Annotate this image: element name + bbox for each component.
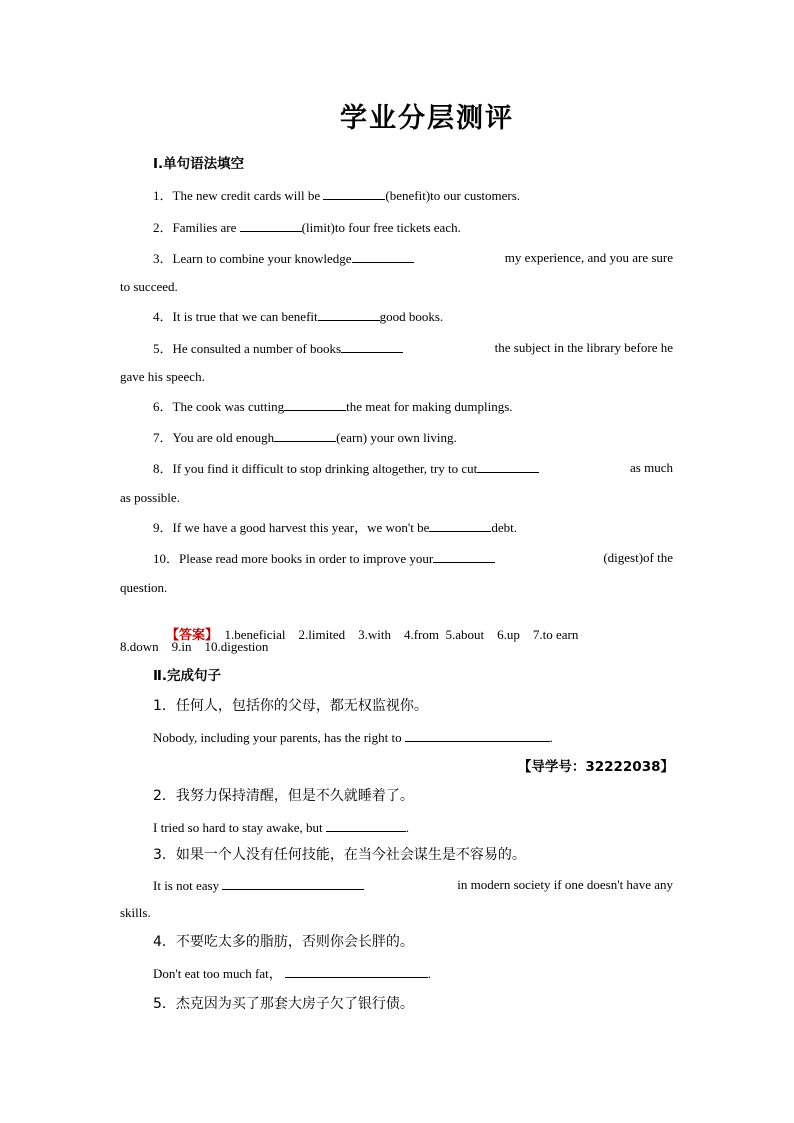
s2-q1-period: .: [549, 730, 553, 745]
s2-q3-continuation: skills.: [120, 905, 151, 920]
question-10: [153, 549, 673, 568]
question-8: [153, 459, 673, 478]
section-2-heading: Ⅱ.完成句子: [153, 668, 222, 684]
q5-text-b: the subject in the library before he: [494, 340, 673, 355]
q9-text-a: If we have a good harvest this year，we won't be: [172, 520, 430, 535]
q2-text-a: Families are: [172, 220, 240, 235]
question-4: [153, 307, 443, 326]
q4-blank: [318, 307, 380, 321]
s2-q1-text: Nobody, including your parents, has the right to: [153, 730, 402, 745]
q3-text-a: Learn to combine your knowledge: [172, 251, 352, 266]
s2-q4-chinese: 4．不要吃太多的脂肪，否则你会长胖的。: [153, 934, 414, 950]
answer-label: 【答案】: [166, 628, 219, 643]
q4-number: 4．: [153, 309, 173, 324]
q7-blank: [274, 428, 336, 442]
q10-text-a: Please read more books in order to improve your: [179, 551, 434, 566]
question-9: [153, 518, 517, 537]
s2-q1-blank: [405, 728, 550, 742]
q8-text-b: as much: [630, 460, 673, 475]
q9-text-b: debt.: [491, 520, 517, 535]
question-7: [153, 428, 457, 447]
s2-q2-chinese: 2．我努力保持清醒，但是不久就睡着了。: [153, 788, 414, 804]
q2-blank: [240, 218, 302, 232]
s2-q3-blank: [222, 876, 364, 890]
q8-text-a: If you find it difficult to stop drinking altogether, try to cut: [172, 461, 478, 476]
q2-number: 2．: [153, 220, 173, 235]
q7-number: 7．: [153, 430, 173, 445]
q3-continuation: to succeed.: [120, 279, 178, 294]
section-1-heading: Ⅰ.单句语法填空: [153, 156, 245, 172]
q3-text-b: my experience, and you are sure: [504, 250, 673, 265]
question-5: [153, 339, 673, 358]
q8-blank: [477, 459, 539, 473]
q7-text-b: (earn) your own living.: [336, 430, 457, 445]
q10-text-b: (digest)of the: [603, 550, 673, 565]
answers-part-1: 1.beneficial 2.limited 3.with 4.from 5.about 6.up 7.to earn: [224, 627, 579, 642]
question-1: [153, 186, 520, 205]
s2-q4-period: .: [427, 966, 431, 981]
q10-blank: [433, 549, 495, 563]
q6-blank: [284, 397, 346, 411]
s2-q2-blank: [326, 818, 406, 832]
s2-q3-text-a: It is not easy: [153, 878, 220, 893]
question-3: [153, 249, 673, 268]
q3-number: 3．: [153, 251, 173, 266]
s2-q3-english: [153, 876, 673, 895]
s2-q4-text: Don't eat too much fat，: [153, 966, 282, 981]
s2-q1-chinese: 1．任何人，包括你的父母，都无权监视你。: [153, 698, 428, 714]
s2-q4-blank: [285, 964, 428, 978]
q3-blank: [352, 249, 414, 263]
q4-text-b: good books.: [379, 309, 444, 324]
s2-q5-chinese: 5．杰克因为买了那套大房子欠了银行债。: [153, 996, 414, 1012]
q8-continuation: as possible.: [120, 490, 180, 505]
reference-number: 【导学号：32222038】: [517, 759, 674, 775]
answer-line-2: 8.down 9.in 10.digestion: [120, 639, 269, 654]
s2-q4-english: [153, 964, 431, 983]
q6-number: 6．: [153, 399, 173, 414]
q6-text-a: The cook was cutting: [172, 399, 285, 414]
q2-text-b: (limit)to four free tickets each.: [301, 220, 461, 235]
q5-blank: [341, 339, 403, 353]
question-2: [153, 218, 461, 237]
q9-number: 9．: [153, 520, 173, 535]
s2-q1-english: [153, 728, 553, 747]
q1-number: 1．: [153, 188, 173, 203]
page-title: 学业分层测评: [340, 103, 514, 134]
q1-blank: [323, 186, 385, 200]
q7-text-a: You are old enough: [172, 430, 275, 445]
s2-q2-english: [153, 818, 409, 837]
q5-continuation: gave his speech.: [120, 369, 205, 384]
q6-text-b: the meat for making dumplings.: [346, 399, 513, 414]
q1-text-a: The new credit cards will be: [172, 188, 324, 203]
question-6: [153, 397, 513, 416]
s2-q2-period: .: [405, 820, 409, 835]
q1-text-b: (benefit)to our customers.: [385, 188, 521, 203]
q5-number: 5．: [153, 341, 173, 356]
q10-number: 10．: [153, 551, 180, 566]
s2-q3-chinese: 3．如果一个人没有任何技能，在当今社会谋生是不容易的。: [153, 847, 526, 863]
q4-text-a: It is true that we can benefit: [172, 309, 318, 324]
q9-blank: [429, 518, 491, 532]
q10-continuation: question.: [120, 580, 168, 595]
s2-q3-text-b: in modern society if one doesn't have any: [457, 877, 673, 892]
s2-q2-text: I tried so hard to stay awake, but: [153, 820, 323, 835]
q5-text-a: He consulted a number of books: [172, 341, 342, 356]
q8-number: 8．: [153, 461, 173, 476]
